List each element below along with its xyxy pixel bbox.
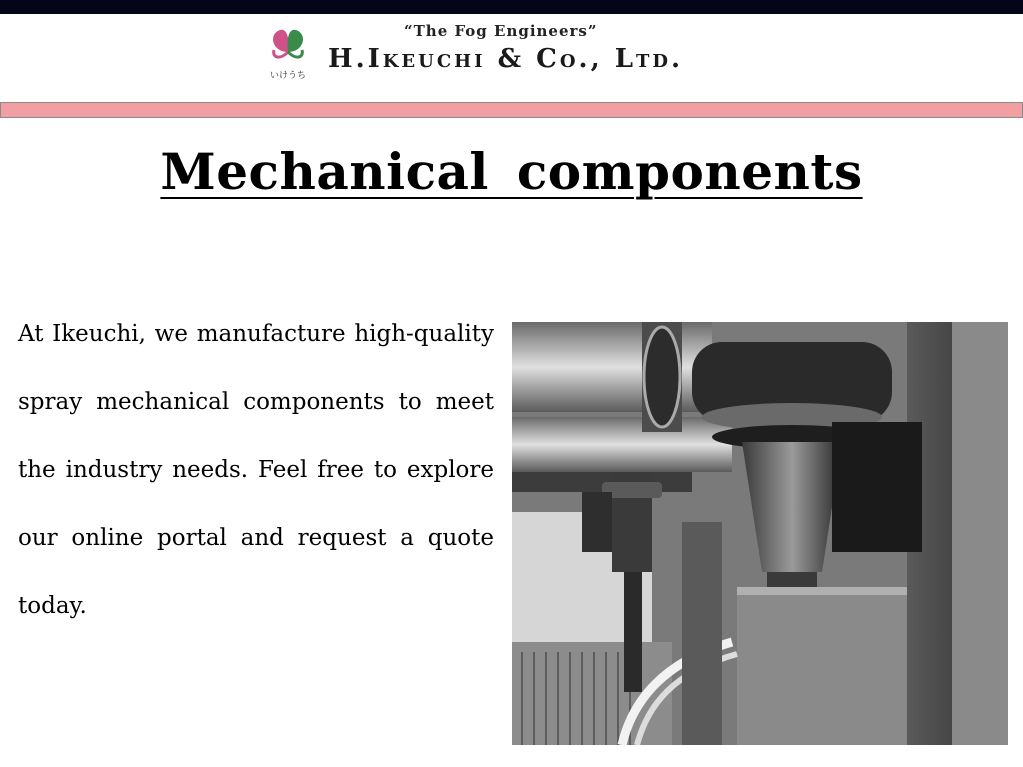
company-name: H.Ikeuchi & Co., Ltd. xyxy=(328,44,684,74)
header-divider-band xyxy=(0,102,1023,118)
top-bar xyxy=(0,0,1023,14)
mechanical-components-photo xyxy=(512,322,1008,745)
slide-title: Mechanical components xyxy=(160,142,863,201)
slide-body-text: At Ikeuchi, we manufacture high-quality spray mechanical components to meet the industry needs. Feel free to explore our online portal and request a quote today. xyxy=(18,321,494,619)
svg-text:いけうち: いけうち xyxy=(269,71,307,81)
ikeuchi-logo-icon xyxy=(262,22,314,82)
company-tagline: “The Fog Engineers” xyxy=(404,22,598,40)
